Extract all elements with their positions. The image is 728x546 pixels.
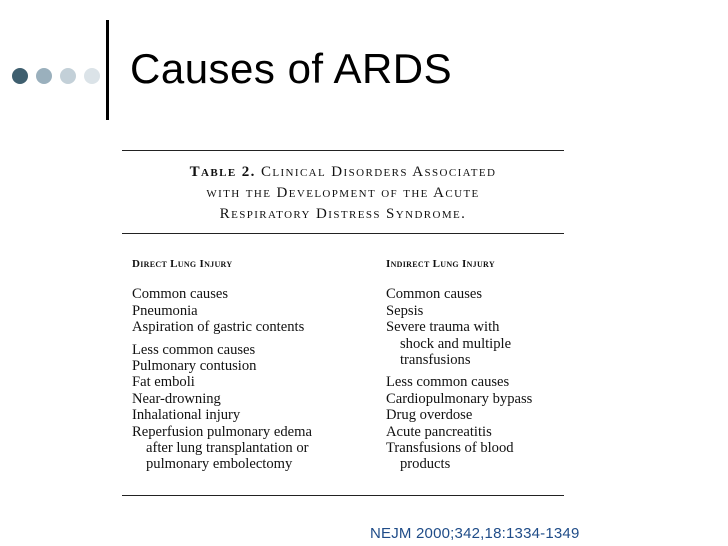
caption-line-2: with the Development of the Acute: [206, 185, 480, 201]
list-item: pulmonary embolectomy: [146, 456, 293, 473]
list-item: Fat emboli: [132, 374, 195, 391]
list-item: transfusions: [400, 352, 471, 369]
dot-3: [60, 68, 76, 84]
list-item: Drug overdose: [386, 407, 473, 424]
dot-4: [84, 68, 100, 84]
indirect-injury-column: [386, 256, 566, 473]
list-item: Reperfusion pulmonary edema: [132, 423, 312, 440]
list-item: Aspiration of gastric contents: [132, 319, 305, 336]
table-label: Table 2.: [189, 164, 256, 180]
indirect-heading: Indirect Lung Injury: [386, 258, 495, 270]
decorative-dots: [12, 68, 100, 84]
list-item: Severe trauma with: [386, 319, 500, 336]
dot-1: [12, 68, 28, 84]
dot-2: [36, 68, 52, 84]
direct-heading: Direct Lung Injury: [132, 258, 233, 270]
indirect-common-heading: Common causes: [386, 286, 483, 303]
clinical-disorders-table: [122, 150, 564, 496]
indirect-less-heading: Less common causes: [386, 374, 510, 391]
table-top-rule: [122, 150, 564, 151]
list-item: Near-drowning: [132, 390, 221, 407]
list-item: Inhalational injury: [132, 407, 241, 424]
list-item: Pneumonia: [132, 302, 198, 319]
list-item: shock and multiple: [400, 335, 512, 352]
list-item: Sepsis: [386, 302, 424, 319]
table-caption: [122, 162, 564, 225]
slide-title: Causes of ARDS: [130, 45, 453, 92]
title-divider: [106, 20, 109, 120]
caption-line-1: Clinical Disorders Associated: [260, 164, 497, 180]
list-item: products: [400, 456, 451, 473]
caption-line-3: Respiratory Distress Syndrome.: [219, 206, 467, 222]
table-bottom-rule: [122, 495, 564, 496]
direct-common-heading: Common causes: [132, 286, 229, 303]
citation-reference: NEJM 2000;342,18:1334-1349: [370, 525, 580, 542]
list-item: Acute pancreatitis: [386, 423, 492, 440]
direct-less-heading: Less common causes: [132, 341, 256, 358]
list-item: after lung transplantation or: [146, 440, 309, 457]
direct-injury-column: [132, 256, 357, 473]
table-header-rule: [122, 233, 564, 234]
list-item: Pulmonary contusion: [132, 358, 257, 375]
list-item: Cardiopulmonary bypass: [386, 390, 533, 407]
list-item: Transfusions of blood: [386, 440, 514, 457]
